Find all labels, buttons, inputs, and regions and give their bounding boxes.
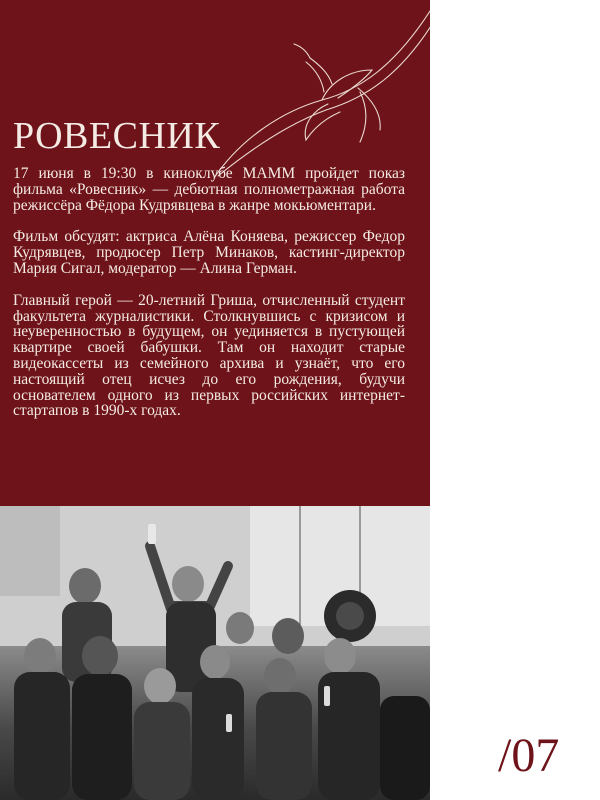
film-still-photo (0, 506, 430, 800)
article-body (13, 166, 405, 435)
article-title: РОВЕСНИК (13, 115, 221, 157)
swallow-icon (210, 0, 430, 180)
paragraph-synopsis: Главный герой — 20-летний Гриша, отчисленный студент факультета журналистики. Столкнувшись с кризисом и неуверенностью в будущем, он уединяется в пустующей квартире своей бабушки. Там он находит старые видеокассеты из семейного архива и узнаёт, что его настоящий отец исчез до его рождения, будучи основателем одного из первых российских интернет-стартапов в 1990-х годах. (13, 291, 405, 420)
page-number: /07 (498, 729, 560, 782)
paragraph-discussion: Фильм обсудят: актриса Алёна Коняева, режиссер Федор Кудрявцев, продюсер Петр Минаков, кастинг-директор Мария Сигал, модератор — Алина Герман. (13, 228, 405, 277)
paragraph-announcement: 17 июня в 19:30 в киноклубе МАММ пройдет показ фильма «Ровесник» — дебютная полнометражная работа режиссёра Фёдора Кудрявцева в жанре мокьюментари. (13, 165, 405, 214)
party-scene (0, 506, 430, 800)
